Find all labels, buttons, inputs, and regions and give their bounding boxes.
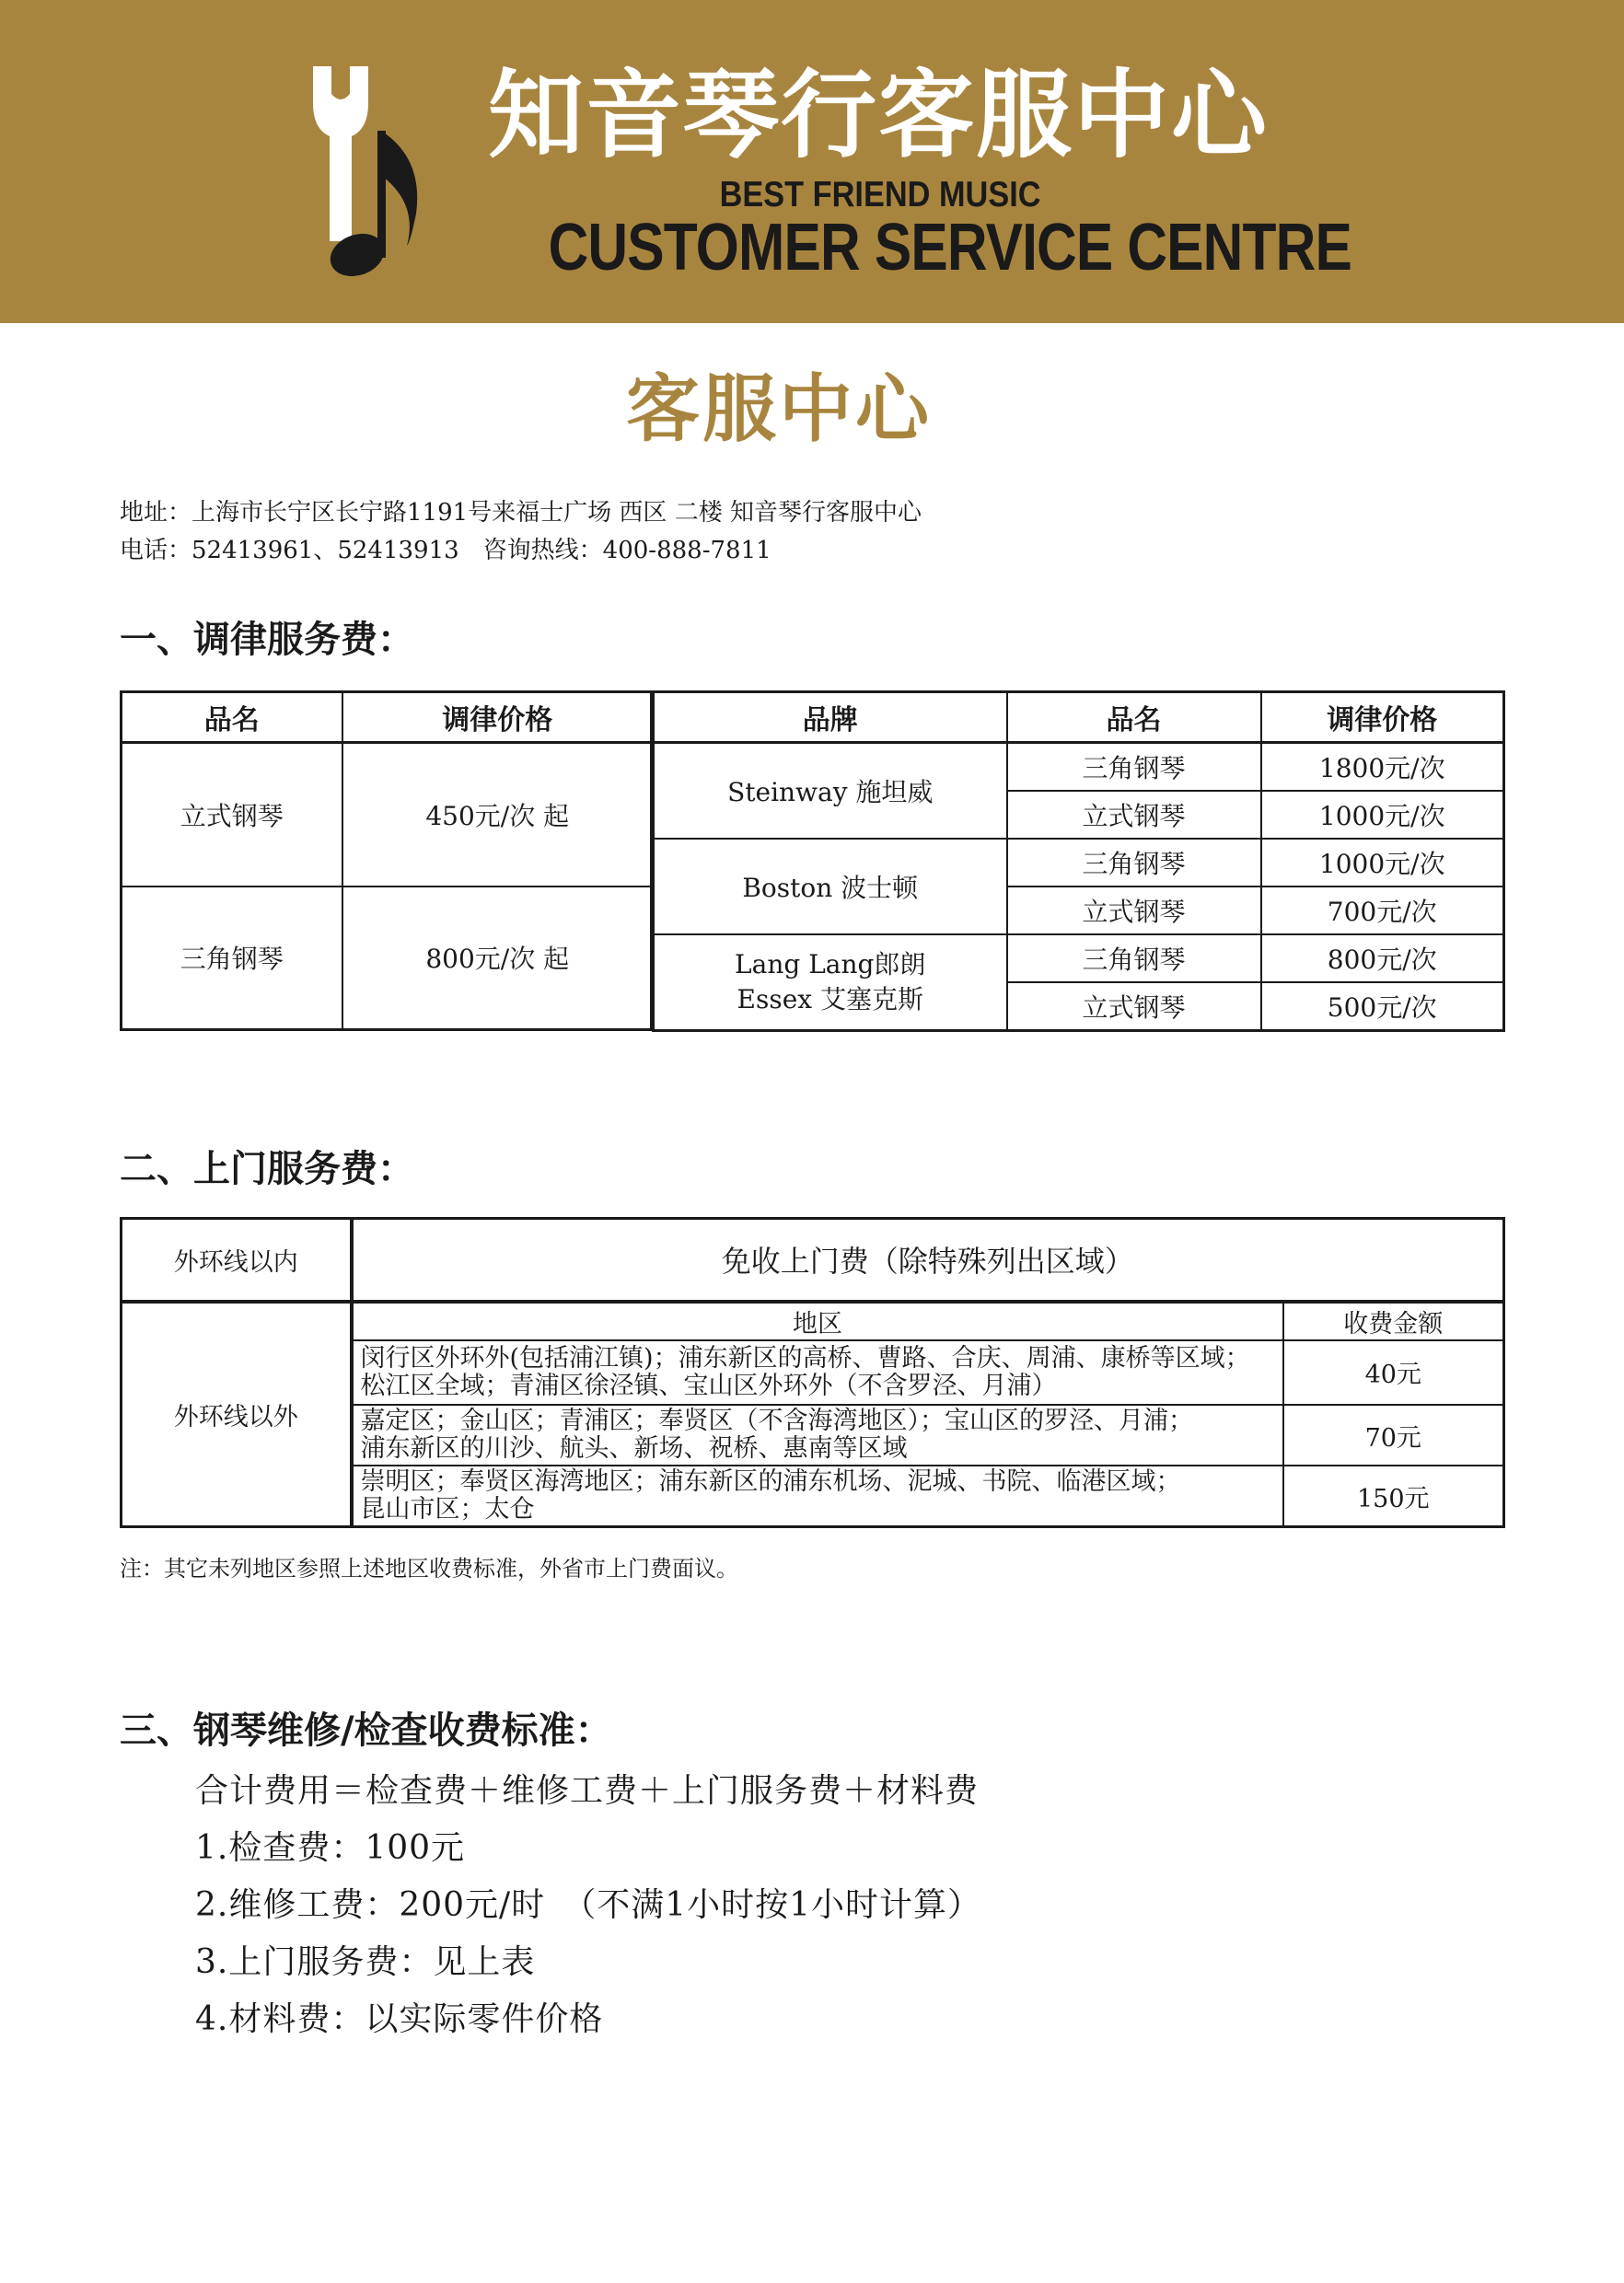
price-cell: 1800元/次 <box>1261 743 1504 792</box>
table-header-row <box>122 692 654 743</box>
table-row <box>654 839 1504 887</box>
visit-fee-note: 注：其它未列地区参照上述地区收费标准，外省市上门费面议。 <box>120 1556 738 1582</box>
brand-subtitle-english: CUSTOMER SERVICE CENTRE <box>548 211 1351 284</box>
fee-item: 1.检查费：100元 <box>195 1829 466 1867</box>
region-line: 崇明区；奉贤区海湾地区；浦东新区的浦东机场、泥城、书院、临港区域； <box>360 1467 1181 1497</box>
fee-item: 3.上门服务费：见上表 <box>195 1943 536 1981</box>
region-line: 嘉定区；金山区；青浦区；奉贤区（不含海湾地区）；宝山区的罗泾、月浦； <box>360 1407 1193 1436</box>
piano-type-cell: 三角钢琴 <box>1007 743 1261 792</box>
column-header: 品名 <box>122 692 342 743</box>
page-title: 客服中心 <box>626 366 932 452</box>
fee-item: 4.材料费：以实际零件价格 <box>195 2000 604 2038</box>
brand-line: Essex 艾塞克斯 <box>737 984 923 1014</box>
region-line: 昆山市区；太仓 <box>360 1495 535 1524</box>
column-header: 地区 <box>352 1302 1283 1340</box>
price-cell: 500元/次 <box>1261 982 1504 1031</box>
region-cell <box>352 1405 1283 1466</box>
region-cell <box>352 1340 1283 1405</box>
column-header: 品牌 <box>654 692 1007 743</box>
table-row <box>122 743 654 887</box>
visit-fee-table <box>120 1217 1505 1528</box>
column-header: 收费金额 <box>1283 1302 1504 1340</box>
zone-label-cell: 外环线以内 <box>122 1219 352 1302</box>
column-header: 调律价格 <box>342 692 654 743</box>
fee-cell: 70元 <box>1283 1405 1504 1466</box>
column-header: 品名 <box>1007 692 1261 743</box>
zone-label-cell: 外环线以外 <box>122 1302 352 1527</box>
fee-formula: 合计费用＝检查费＋维修工费＋上门服务费＋材料费 <box>195 1772 980 1810</box>
piano-type-cell: 立式钢琴 <box>1007 791 1261 839</box>
table-header-row <box>654 692 1504 743</box>
column-header: 调律价格 <box>1261 692 1504 743</box>
region-line: 松江区全域；青浦区徐泾镇、宝山区外环外（不含罗泾、月浦） <box>360 1371 1057 1400</box>
table-row <box>122 887 654 1030</box>
table-row <box>654 743 1504 792</box>
piano-type-cell: 立式钢琴 <box>122 743 342 887</box>
price-cell: 450元/次 起 <box>342 743 654 887</box>
piano-type-cell: 三角钢琴 <box>122 887 342 1030</box>
fee-cell: 150元 <box>1283 1466 1504 1526</box>
brand-cell: Steinway 施坦威 <box>654 743 1007 840</box>
zone-fee-cell: 免收上门费（除特殊列出区域） <box>352 1219 1504 1302</box>
price-cell: 1000元/次 <box>1261 839 1504 887</box>
price-cell: 1000元/次 <box>1261 791 1504 839</box>
region-line: 浦东新区的川沙、航头、新场、祝桥、惠南等区域 <box>360 1434 908 1464</box>
price-cell: 800元/次 <box>1261 934 1504 982</box>
price-cell: 700元/次 <box>1261 887 1504 934</box>
section-heading-repair-fee: 三、钢琴维修/检查收费标准： <box>120 1709 612 1752</box>
brand-line: Lang Lang郎朗 <box>735 949 926 979</box>
section-heading-visit-fee: 二、上门服务费： <box>120 1148 414 1190</box>
brand-name-chinese: 知音琴行客服中心 <box>488 59 1270 171</box>
fee-cell: 40元 <box>1283 1340 1504 1405</box>
region-cell <box>352 1466 1283 1526</box>
brand-cell: Boston 波士顿 <box>654 839 1007 934</box>
brand-name-english: BEST FRIEND MUSIC <box>719 175 1041 214</box>
section-heading-tuning: 一、调律服务费： <box>120 619 414 661</box>
table-header-row <box>122 1302 1504 1340</box>
address-line: 地址：上海市长宁区长宁路1191号来福士广场 西区 二楼 知音琴行客服中心 <box>120 499 922 527</box>
brand-cell <box>654 934 1007 1031</box>
region-line: 闵行区外环外(包括浦江镇)；浦东新区的高桥、曹路、合庆、周浦、康桥等区域； <box>360 1343 1250 1373</box>
phone-line: 电话：52413961、52413913 咨询热线：400-888-7811 <box>120 537 771 564</box>
price-cell: 800元/次 起 <box>342 887 654 1030</box>
wrench-music-note-icon <box>304 57 433 287</box>
tuning-price-table-brands <box>652 690 1505 1032</box>
piano-type-cell: 立式钢琴 <box>1007 982 1261 1031</box>
piano-type-cell: 立式钢琴 <box>1007 887 1261 934</box>
tuning-price-table-general <box>120 690 655 1031</box>
table-row <box>122 1219 1504 1302</box>
fee-item: 2.维修工费：200元/时 （不满1小时按1小时计算） <box>195 1886 981 1924</box>
piano-type-cell: 三角钢琴 <box>1007 934 1261 982</box>
piano-type-cell: 三角钢琴 <box>1007 839 1261 887</box>
table-row <box>654 934 1504 982</box>
